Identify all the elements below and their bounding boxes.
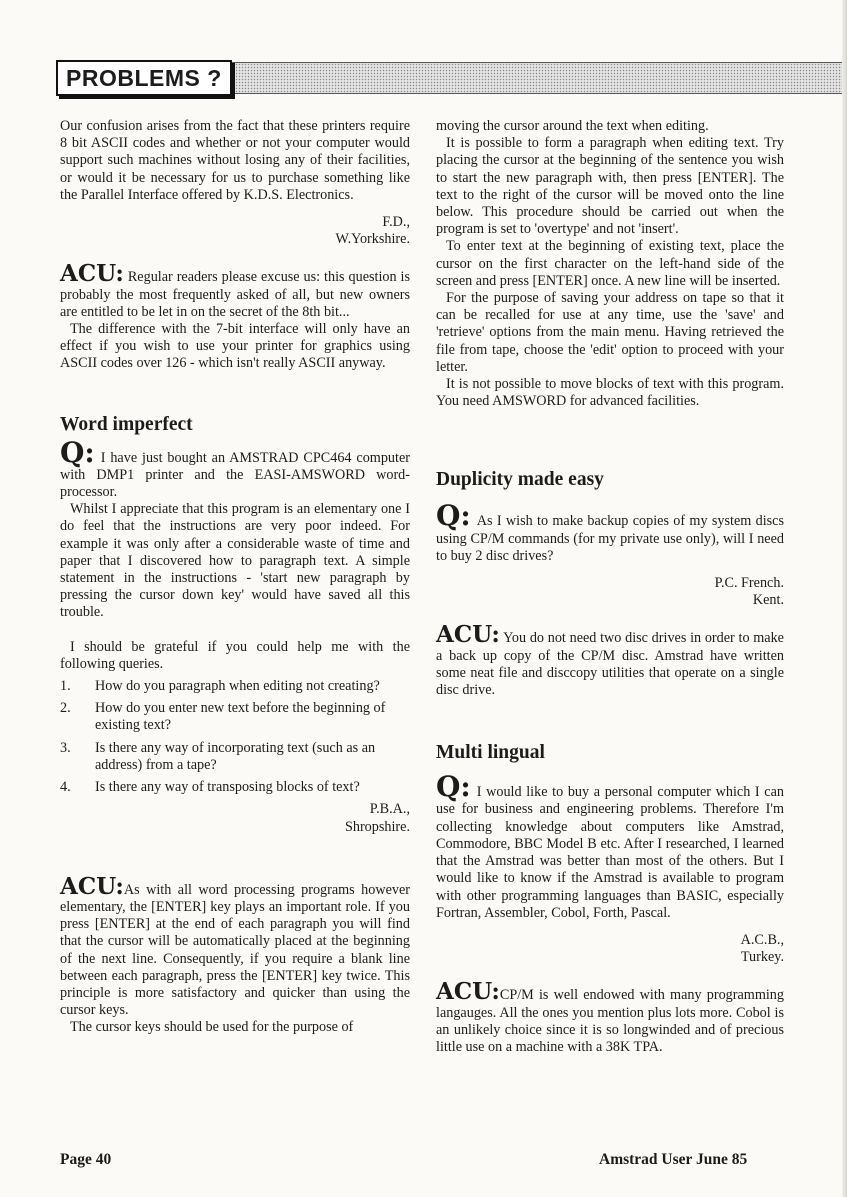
answer-paragraph (60, 260, 410, 321)
question-text: As I wish to make backup copies of my system discs using CP/M commands (for my private use only), will I need to buy 2 disc drives? (436, 513, 784, 564)
answer-paragraph: To enter text at the beginning of existing text, place the cursor on the first character on the left-hand side of the screen and press [ENTER] once. A new line will be inserted. (436, 238, 784, 289)
acu-label: ACU: (436, 621, 500, 649)
answer-text: Regular readers please excuse us: this question is probably the most frequently asked of all, but new owners are entitled to be let in on the secret of the 8th bit... (60, 269, 410, 320)
heading-duplicity-made-easy: Duplicity made easy (436, 469, 604, 491)
acu-label: ACU: (60, 260, 124, 288)
signature-name: P.B.A., (369, 801, 410, 818)
question-text: I have just bought an AMSTRAD CPC464 computer with DMP1 printer and the EASI-AMSWORD word-processor. (60, 449, 410, 501)
letter-signature-pba (60, 801, 410, 835)
signature-place: W.Yorkshire. (335, 231, 410, 248)
q-label: Q: (60, 435, 95, 469)
answer-paragraph: For the purpose of saving your address on tape so that it can be recalled for use at any time, use the 'save' and 'retrieve' options from the main menu. Having retrieved the file from tape, choose the 'edit' option to proceed with your letter. (436, 290, 784, 375)
question-paragraph (60, 435, 410, 502)
page-edge-shadow (842, 0, 847, 1197)
signature-place: Turkey. (740, 949, 784, 966)
header-dotted-band (216, 62, 847, 94)
answer-text: As with all word processing programs however elementary, the [ENTER] key plays an important role. If you press [ENTER] at the end of each paragraph you will find that the cursor will be automatically placed at the beginning of the next line. Consequently, if you require a blank line between each paragraph, press the [ENTER] key twice. This principle is more satisfactory and quicker than using the cursor keys. (60, 881, 410, 1019)
letter-intro-paragraph: Our confusion arises from the fact that these printers require 8 bit ASCII codes and whether or not your computer would support such machines without losing any of their facilities, or would it be necessary for us to purchase something like the Parallel Interface offered by K.D.S. Electronics. (60, 118, 410, 203)
signature-name: F.D., (382, 214, 410, 231)
answer-paragraph: The cursor keys should be used for the purpose of (70, 1019, 354, 1036)
signature-name: P.C. French. (714, 575, 784, 592)
question-paragraph (436, 770, 784, 922)
answer-paragraph (436, 978, 784, 1056)
answer-text: CP/M is well endowed with many programming langauges. All the ones you mention plus lots more. Cobol is an unlikely choice since it is so longwinded and of precious little use on a machine with a 38K TPA. (436, 987, 784, 1055)
section-header (56, 60, 847, 96)
answer-paragraph (60, 872, 410, 1020)
answer-paragraph: It is possible to form a paragraph when editing text. Try placing the cursor at the beginning of the sentence you wish to start the new paragraph with, then press [ENTER]. The text to the right of the cursor will be moved onto the line below. This procedure should be carried out when the program is set to 'overtype' and not 'insert'. (436, 135, 784, 238)
acu-label: ACU: (60, 872, 124, 900)
answer-paragraph: moving the cursor around the text when editing. (436, 118, 709, 134)
heading-word-imperfect: Word imperfect (60, 413, 193, 435)
query-list (60, 678, 410, 796)
signature-name: A.C.B., (740, 931, 784, 948)
magazine-issue: Amstrad User June 85 (599, 1151, 748, 1168)
list-item: 1. How do you paragraph when editing not creating? (60, 678, 380, 695)
acu-label: ACU: (436, 978, 500, 1006)
answer-paragraph: It is not possible to move blocks of text with this program. You need AMSWORD for advanced facilities. (436, 376, 784, 410)
signature-place: Kent. (752, 592, 784, 609)
heading-multi-lingual: Multi lingual (436, 742, 545, 764)
list-item: 2. How do you enter new text before the beginning of existing text? (60, 700, 386, 734)
question-paragraph (436, 499, 784, 565)
question-text: I would like to buy a personal computer which I can use for business and engineering problems. Therefore I'm collecting knowledge about computers like Amstrad, Commodore, BBC Model B etc. After I researched, I learned that the Amstrad was better than most of the others. But I would like to know if the Amstrad is available to program with other programming languages than BASIC, especially Fortran, Assembler, Cobol, Forth, Pascal. (436, 784, 784, 921)
question-paragraph: I should be grateful if you could help me with the following queries. (60, 638, 410, 672)
q-label: Q: (436, 499, 471, 533)
answer-paragraph (436, 621, 784, 699)
list-item: 3. Is there any way of incorporating text (such as an address) from a tape? (60, 739, 376, 773)
signature-place: Shropshire. (344, 818, 410, 835)
section-title: PROBLEMS ? (56, 60, 232, 96)
letter-signature-fd (60, 214, 410, 248)
answer-paragraph: The difference with the 7-bit interface will only have an effect if you wish to use your printer for graphics using ASCII codes over 126 - which isn't really ASCII anyway. (60, 321, 410, 372)
right-column (436, 118, 784, 1056)
q-label: Q: (436, 770, 471, 804)
answer-text: You do not need two disc drives in order to make a back up copy of the CP/M disc. Amstrad have written some neat file and disccopy utilities that operate on a single disc drive. (436, 630, 784, 699)
letter-signature-french (436, 575, 784, 609)
question-paragraph: Whilst I appreciate that this program is an elementary one I do feel that the instructions are very poor indeed. For example it was only after a considerable waste of time and paper that I discovered how to paragraph text. A simple statement in the instructions - 'start new paragraph by pressing the cursor down key' would have saved all this trouble. (60, 501, 410, 621)
page-number: Page 40 (60, 1151, 112, 1168)
list-item: 4. Is there any way of transposing blocks of text? (60, 779, 360, 796)
letter-signature-acb (436, 932, 784, 966)
left-column (60, 118, 410, 1037)
